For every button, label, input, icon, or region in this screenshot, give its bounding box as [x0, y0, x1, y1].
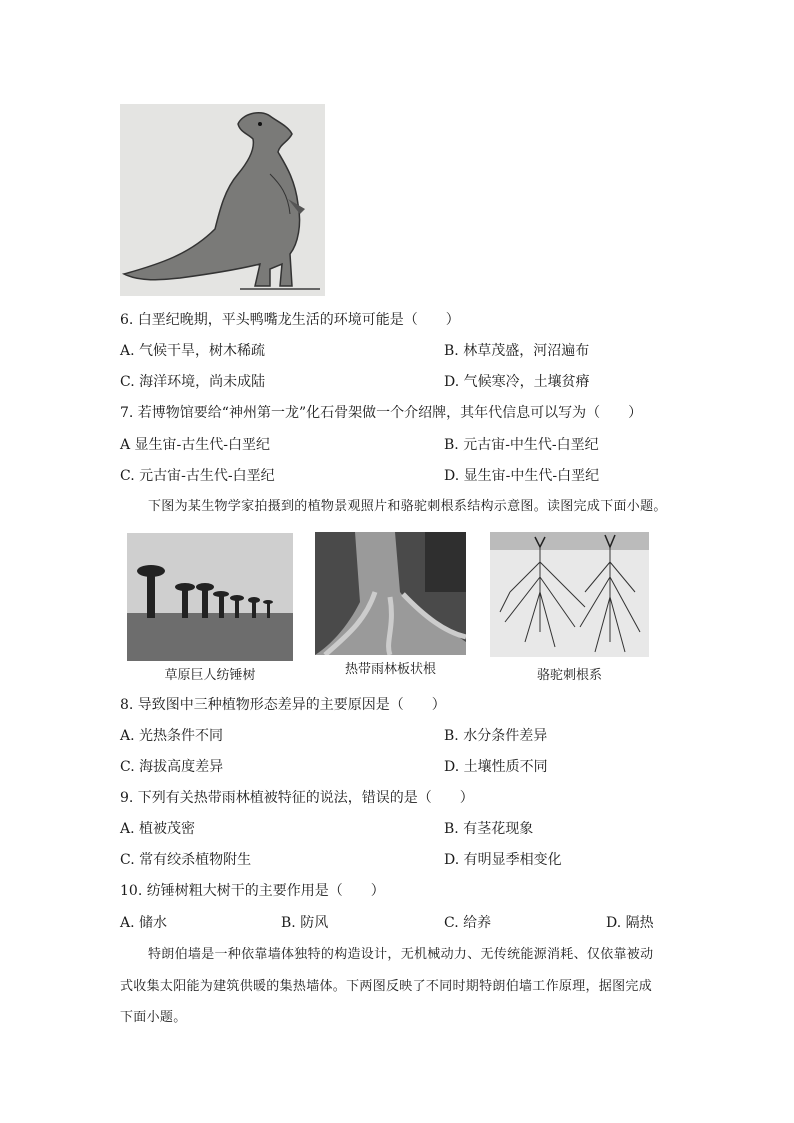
- trombe-intro-line2: 式收集太阳能为建筑供暖的集热墙体。下两图反映了不同时期特朗伯墙工作原理，据图完成: [120, 979, 653, 994]
- q7-stem: 7. 若博物馆要给“神州第一龙”化石骨架做一个介绍牌，其年代信息可以写为（ ）: [120, 405, 643, 421]
- q10-option-b: B. 防风: [281, 915, 329, 931]
- buttress-root-caption: 热带雨林板状根: [344, 662, 436, 677]
- baobab-caption: 草原巨人纺锤树: [164, 668, 256, 683]
- camelthorn-roots-photo: [490, 532, 649, 657]
- q10-option-c: C. 给养: [444, 915, 492, 931]
- section-intro-plants: 下图为某生物学家拍摄到的植物景观照片和骆驼刺根系结构示意图。读图完成下面小题。: [148, 499, 667, 514]
- q6-option-b: B. 林草茂盛，河沼遍布: [444, 343, 590, 359]
- q8-option-a: A. 光热条件不同: [120, 728, 224, 744]
- q6-stem: 6. 白垩纪晚期，平头鸭嘴龙生活的环境可能是（ ）: [120, 312, 460, 328]
- q7-option-d: D. 显生宙-中生代-白垩纪: [444, 468, 600, 484]
- q10-option-d: D. 隔热: [606, 915, 654, 931]
- camelthorn-caption: 骆驼刺根系: [536, 668, 602, 683]
- q9-option-c: C. 常有绞杀植物附生: [120, 852, 252, 868]
- q9-option-b: B. 有茎花现象: [444, 821, 534, 837]
- baobab-photo: [127, 533, 293, 661]
- q9-option-a: A. 植被茂密: [120, 821, 196, 837]
- q10-option-a: A. 储水: [120, 915, 168, 931]
- q6-option-d: D. 气候寒冷，土壤贫瘠: [444, 374, 590, 390]
- dinosaur-figure: [120, 104, 325, 296]
- q8-option-b: B. 水分条件差异: [444, 728, 548, 744]
- q9-stem: 9. 下列有关热带雨林植被特征的说法，错误的是（ ）: [120, 790, 474, 806]
- trombe-intro-line3: 下面小题。: [120, 1010, 187, 1025]
- q8-option-c: C. 海拔高度差异: [120, 759, 224, 775]
- q7-option-c: C. 元古宙-古生代-白垩纪: [120, 468, 275, 484]
- q10-stem: 10. 纺锤树粗大树干的主要作用是（ ）: [120, 883, 385, 899]
- q7-option-a: A 显生宙-古生代-白垩纪: [120, 437, 271, 453]
- buttress-root-photo: [315, 532, 466, 655]
- dinosaur-icon: [120, 104, 325, 296]
- trombe-intro-line1: 特朗伯墙是一种依靠墙体独特的构造设计，无机械动力、无传统能源消耗、仅依靠被动: [148, 947, 654, 962]
- q7-option-b: B. 元古宙-中生代-白垩纪: [444, 437, 599, 453]
- q6-option-a: A. 气候干旱，树木稀疏: [120, 343, 266, 359]
- q6-option-c: C. 海洋环境，尚未成陆: [120, 374, 266, 390]
- q8-option-d: D. 土壤性质不同: [444, 759, 548, 775]
- q9-option-d: D. 有明显季相变化: [444, 852, 562, 868]
- q8-stem: 8. 导致图中三种植物形态差异的主要原因是（ ）: [120, 697, 446, 713]
